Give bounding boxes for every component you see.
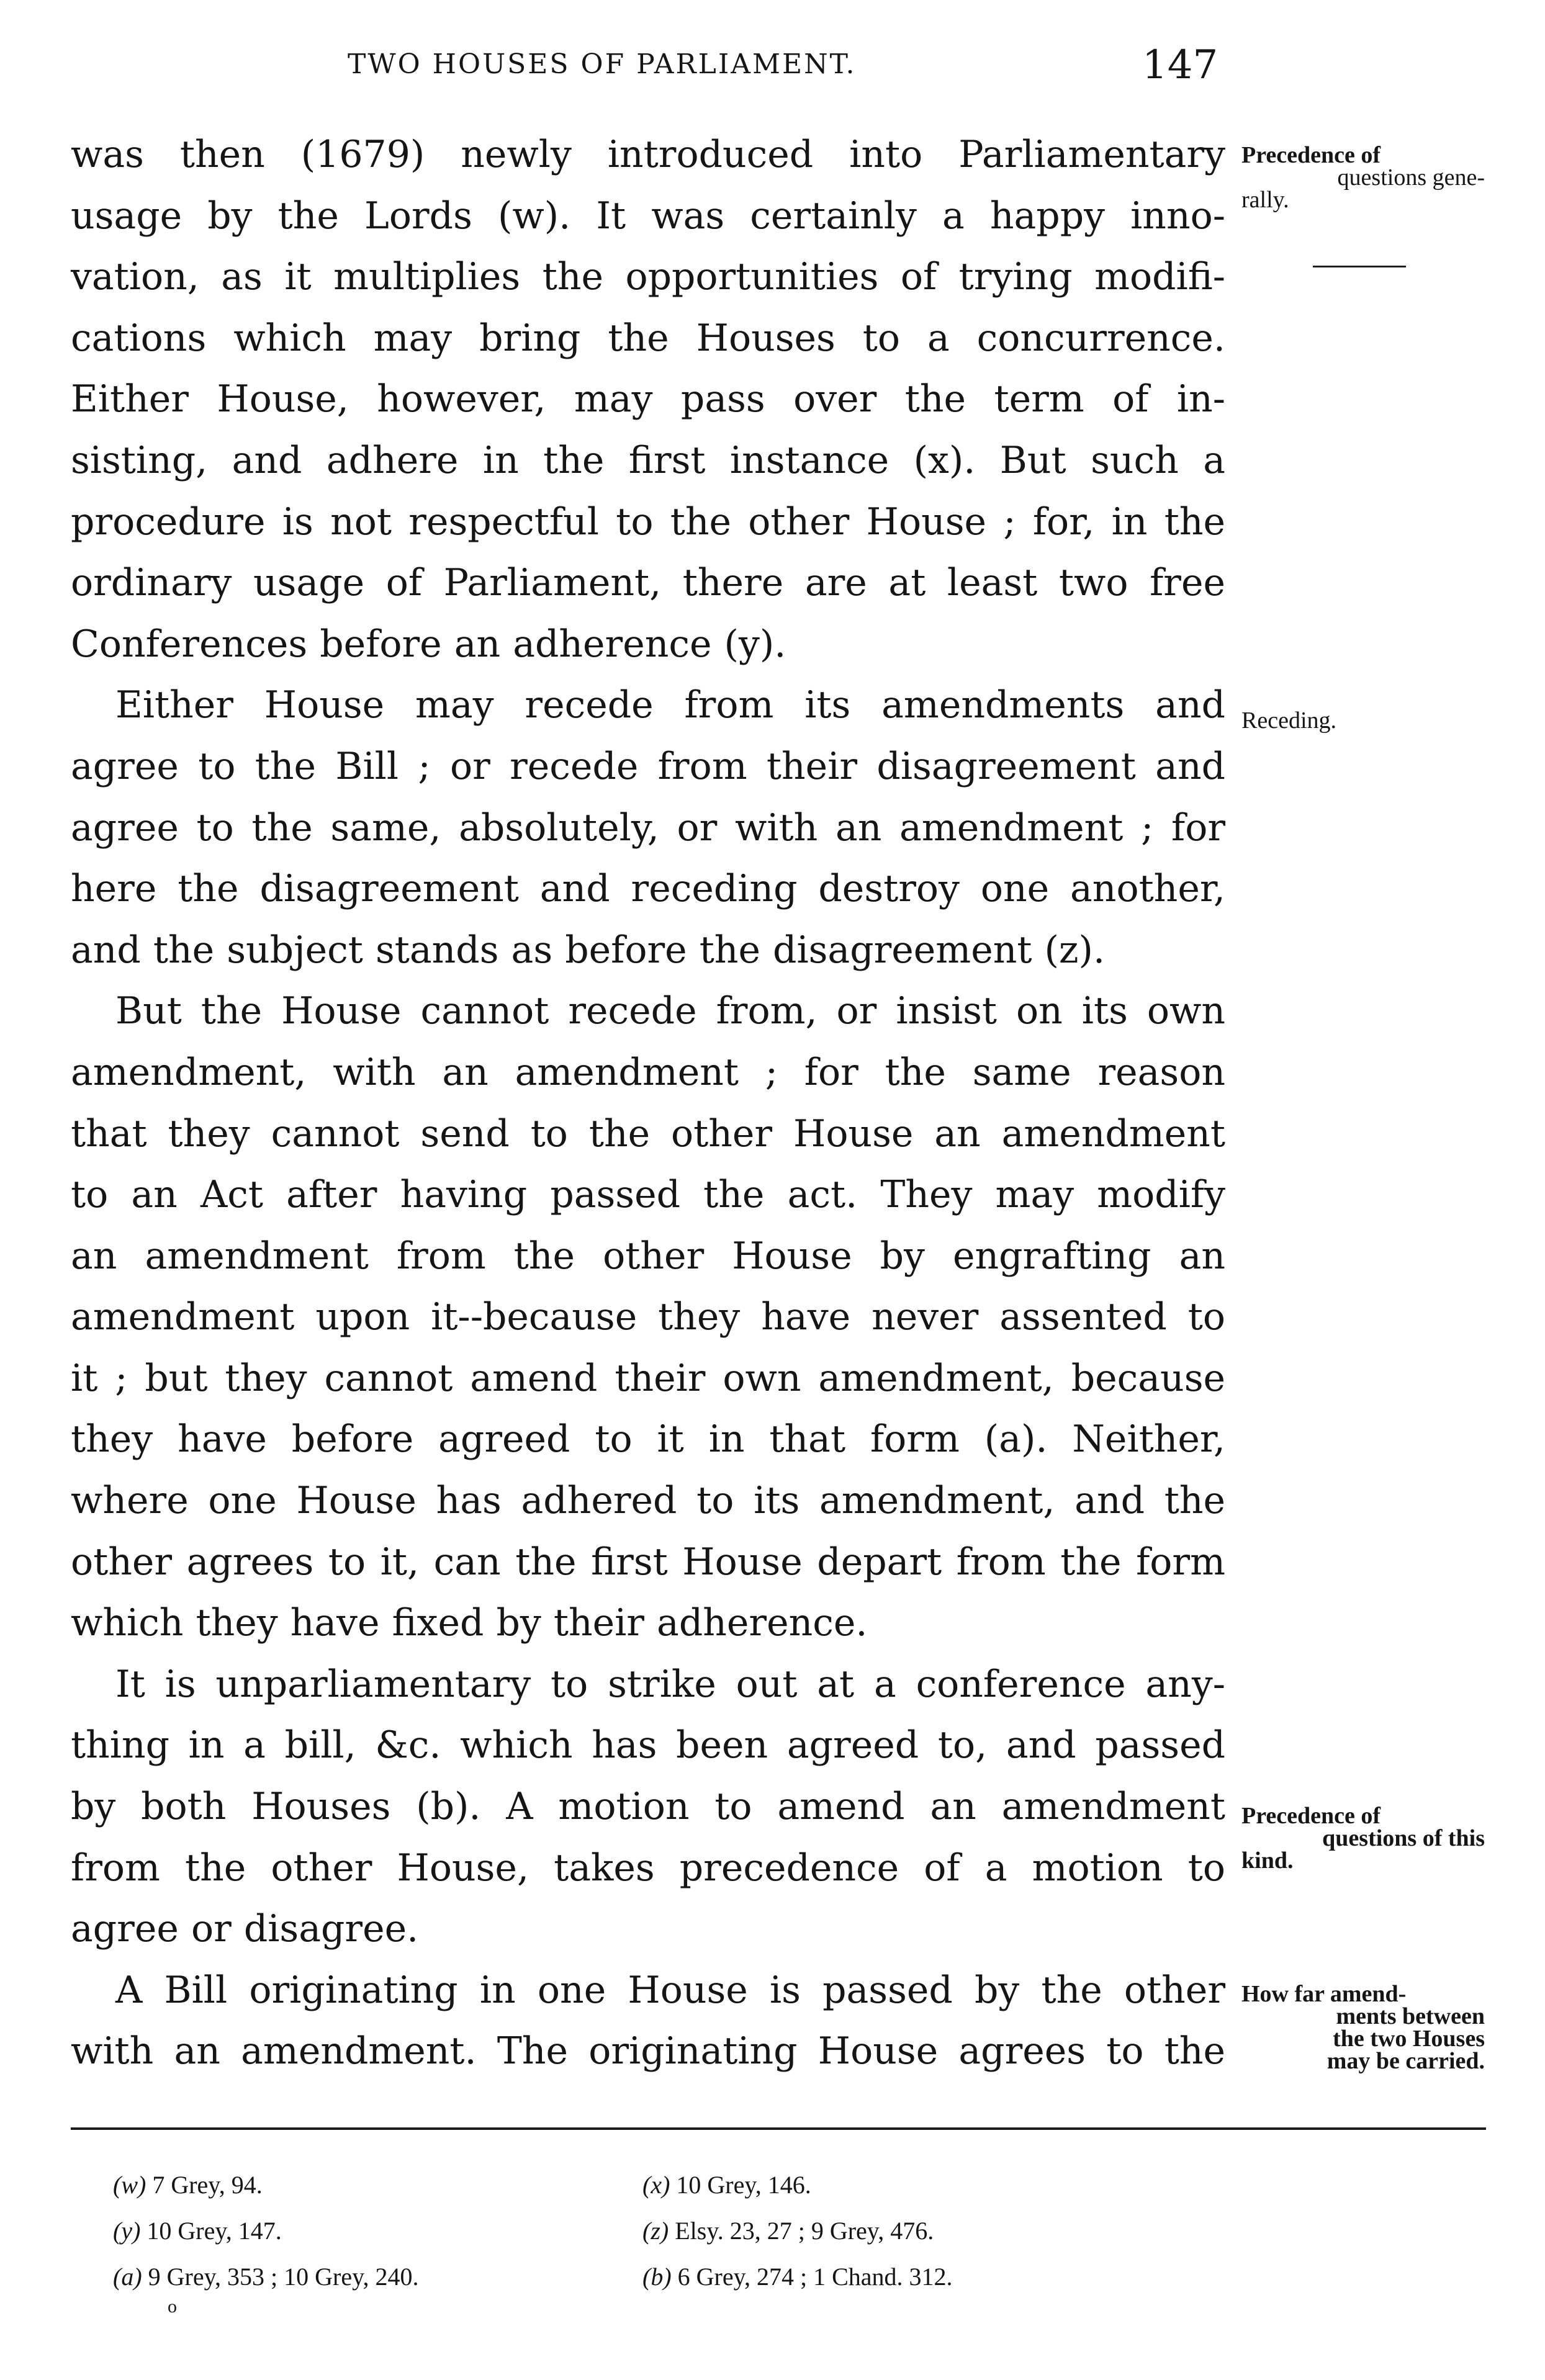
margin-note-line: questions gene- [1337,164,1485,191]
text-line: vation, as it multiplies the opportunities of trying modifi- [71,255,1225,299]
margin-note-precedence-generally [1241,144,1490,211]
text-line: other agrees to it, can the first House depart from the form [71,1540,1225,1584]
text-line: thing in a bill, &c. which has been agreed to, and passed [71,1723,1225,1767]
footnote-row [113,2162,1448,2208]
footnote-text: 10 Grey, 146. [676,2171,811,2199]
footnote [642,2208,1172,2254]
footnote [642,2162,1172,2208]
footnote-mark: (b) [642,2263,672,2291]
footnote-row [113,2208,1448,2254]
text-line: ordinary usage of Parliament, there are at least two free [71,561,1225,605]
text-line: A Bill originating in one House is passed by the other [115,1968,1225,2012]
margin-note-line: kind. [1241,1848,1294,1874]
footnote-text: Elsy. 23, 27 ; 9 Grey, 476. [675,2217,934,2245]
running-header-title: TWO HOUSES OF PARLIAMENT. [348,48,857,80]
margin-note-precedence-this-kind [1241,1805,1490,1872]
footnote-text: 6 Grey, 274 ; 1 Chand. 312. [677,2263,953,2291]
text-line: that they cannot send to the other House an amendment [71,1111,1225,1156]
margin-note-line: may be carried. [1327,2048,1485,2074]
page-number: 147 [1142,42,1218,88]
text-line: was then (1679) newly introduced into Parliamentary [71,133,1225,176]
footnotes [113,2162,1448,2300]
footnote-divider [71,2127,1486,2130]
text-line: cations which may bring the Houses to a concurrence. [71,316,1225,360]
text-line: here the disagreement and receding destroy one another, [71,867,1225,911]
text-line: it ; but they cannot amend their own amendment, because [71,1356,1225,1400]
margin-note-line: ments between [1336,2003,1485,2029]
text-line: agree or disagree. [71,1907,419,1951]
footnote-mark: (w) [113,2171,146,2199]
margin-note-line: the two Houses [1333,2026,1485,2052]
margin-note-line: questions of this [1322,1825,1485,1851]
footnote-row [113,2254,1448,2300]
text-line: procedure is not respectful to the other House ; for, in the [71,500,1225,544]
text-line: an amendment from the other House by engrafting an [71,1234,1225,1278]
margin-note-divider [1313,266,1406,267]
footnote-tail-mark: o [168,2296,177,2317]
text-line: It is unparliamentary to strike out at a conference any- [115,1662,1225,1706]
text-line: by both Houses (b). A motion to amend an amendment [71,1785,1225,1829]
text-line: they have before agreed to it in that form (a). Neither, [71,1417,1225,1462]
footnote-mark: (a) [113,2263,142,2291]
text-line: Conferences before an adherence (y). [71,622,786,666]
text-line: amendment upon it--because they have never assented to [71,1295,1225,1339]
text-line: to an Act after having passed the act. They may modify [71,1173,1225,1217]
footnote-mark: (x) [642,2171,670,2199]
text-line: which they have fixed by their adherence. [71,1601,868,1645]
text-line: where one House has adhered to its amendment, and the [71,1479,1225,1523]
margin-note-line: Precedence of [1241,142,1381,168]
text-line: with an amendment. The originating House agrees to the [71,2029,1225,2073]
margin-note-line: How far amend- [1241,1981,1407,2007]
footnote-text: 9 Grey, 353 ; 10 Grey, 240. [148,2263,419,2291]
footnote [642,2254,1172,2300]
text-line: Either House may recede from its amendments and [115,683,1225,727]
footnote [113,2208,642,2254]
margin-note-line: Precedence of [1241,1803,1381,1829]
footnote-mark: (y) [113,2217,141,2245]
footnote [113,2254,642,2300]
text-line: and the subject stands as before the disagreement (z). [71,928,1106,972]
footnote-text: 10 Grey, 147. [146,2217,282,2245]
footnote [113,2162,642,2208]
footnote-text: 7 Grey, 94. [152,2171,263,2199]
main-text [71,124,1225,2082]
margin-note-line: Receding. [1241,707,1337,734]
margin-note-amendments-carried [1241,1983,1490,2072]
margin-note-receding [1241,709,1490,732]
text-line: amendment, with an amendment ; for the same reason [71,1050,1225,1094]
margin-note-line: rally. [1241,187,1289,213]
text-line: sisting, and adhere in the first instance (x). But such a [71,438,1225,482]
footnote-mark: (z) [642,2217,669,2245]
text-line: Either House, however, may pass over the term of in- [71,377,1225,421]
text-line: from the other House, takes precedence of a motion to [71,1846,1225,1890]
text-line: agree to the Bill ; or recede from their disagreement and [71,744,1225,788]
text-line: usage by the Lords (w). It was certainly a happy inno- [71,194,1225,238]
text-line: agree to the same, absolutely, or with an amendment ; for [71,806,1225,850]
text-line: But the House cannot recede from, or insist on its own [115,989,1225,1033]
